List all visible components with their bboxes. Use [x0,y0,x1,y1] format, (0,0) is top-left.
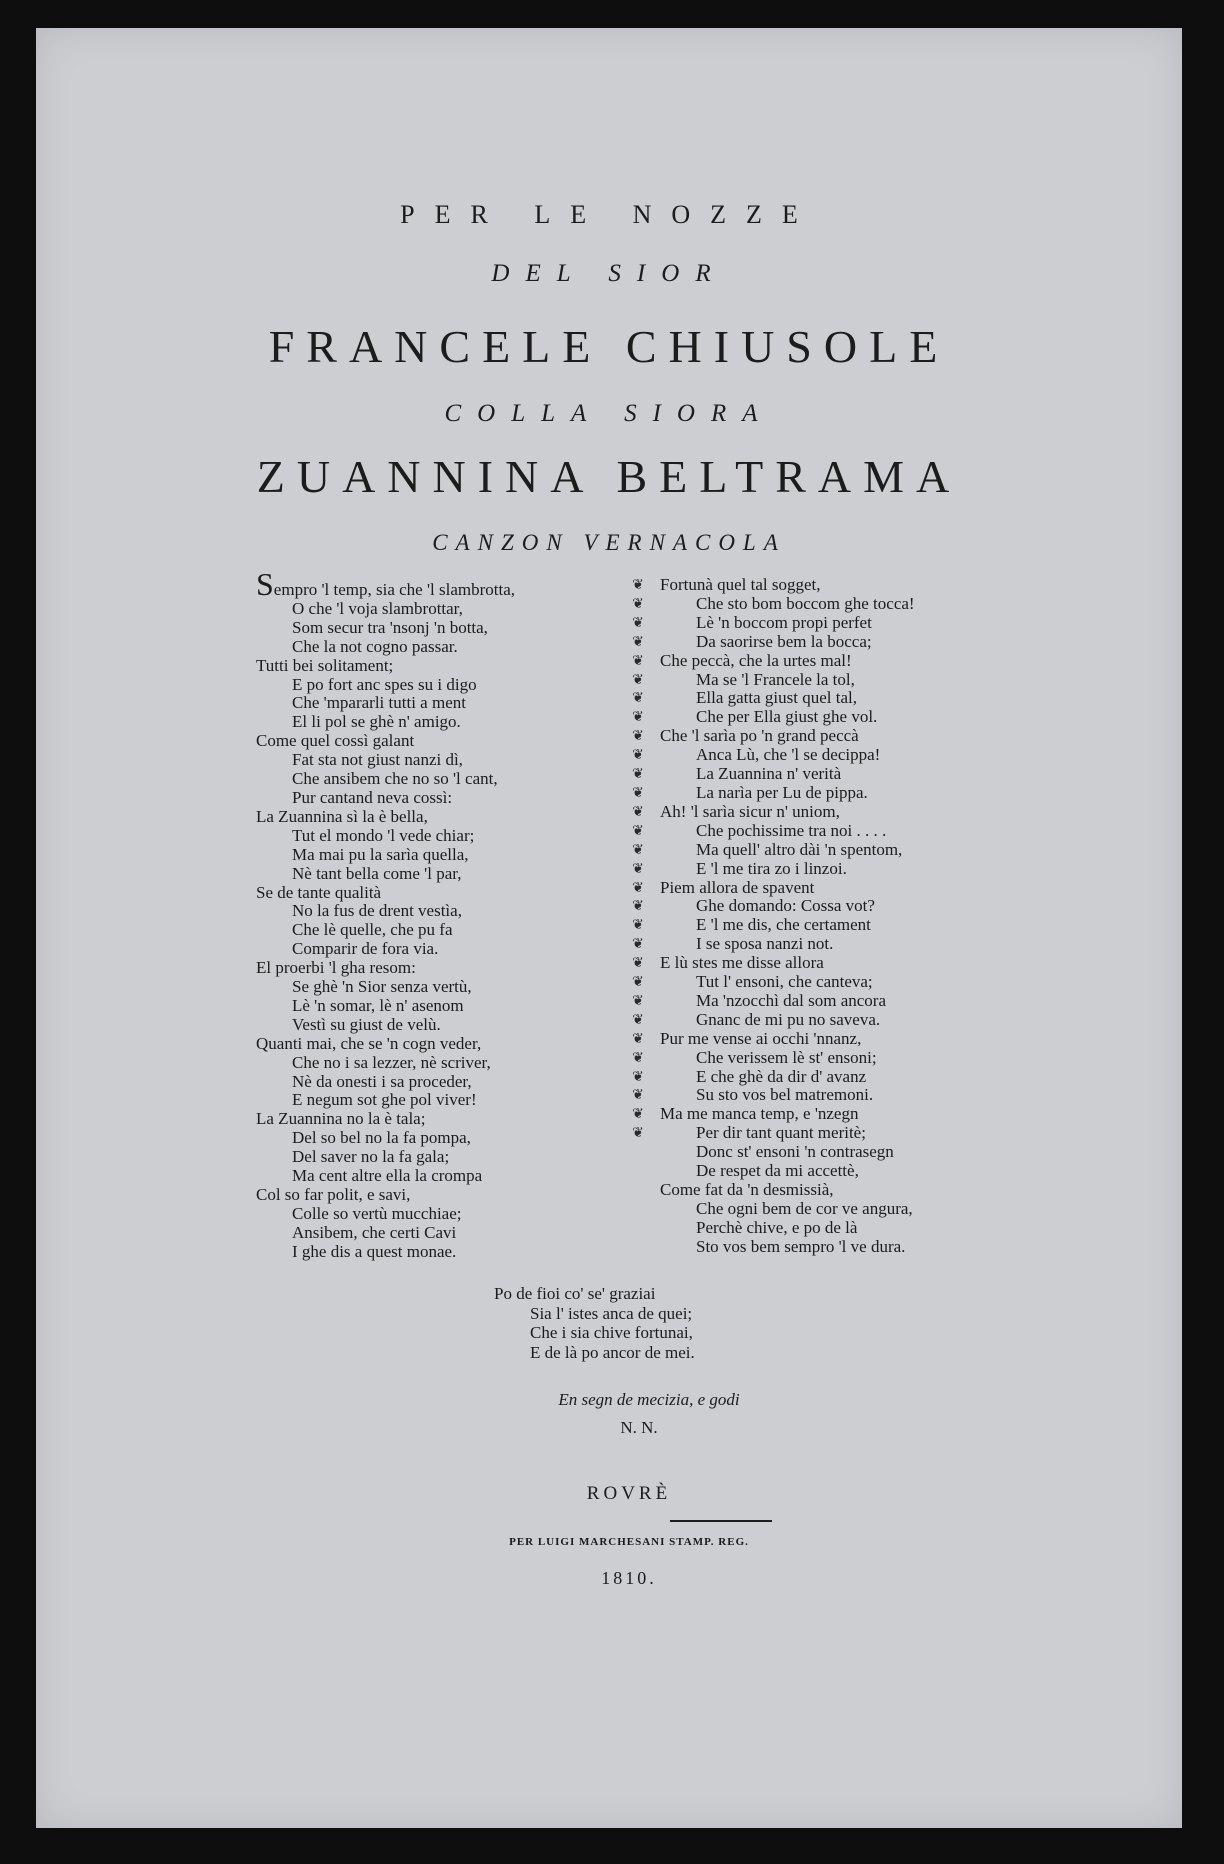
fleuron-ornament: ❦ [632,879,644,896]
verse-line: Perchè chive, e po de là [696,1217,858,1237]
fleuron-ornament: ❦ [632,1125,644,1142]
verse-line: Tutti bei solitament; [256,655,394,675]
verse-line: Sto vos bem sempro 'l ve dura. [696,1236,906,1256]
fleuron-ornament: ❦ [632,1068,644,1085]
fleuron-ornament: ❦ [632,614,644,631]
verse-line: Pur me vense ai occhi 'nnanz, [660,1028,862,1048]
verse-line: Ella gatta giust quel tal, [696,688,857,708]
fleuron-ornament: ❦ [632,728,644,745]
verse-line: Ma quell' altro dài 'n spentom, [696,839,903,859]
fleuron-ornament: ❦ [632,860,644,877]
broadside-sheet [36,28,1182,1828]
fleuron-ornament: ❦ [632,1011,644,1028]
fleuron-ornament: ❦ [632,898,644,915]
fleuron-ornament: ❦ [632,841,644,858]
fleuron-ornament: ❦ [632,690,644,707]
verse-line: E che ghè da dir d' avanz [696,1066,867,1086]
fleuron-ornament: ❦ [632,595,644,612]
verse-line: E 'l me dis, che certament [696,915,871,935]
verse-line: Nè tant bella come 'l par, [292,863,462,883]
verse-line: Pur cantand neva cossì: [292,787,453,807]
verse-line: La narìa per Lu de pippa. [696,782,868,802]
verse-line: Che peccà, che la urtes mal! [660,650,852,670]
verse-line: Che ansibem che no so 'l cant, [292,769,498,789]
verse-line: Se de tante qualità [256,882,382,902]
verse-line: E 'l me tira zo i linzoi. [696,858,847,878]
verse-line: Anca Lù, che 'l se decippa! [696,745,881,765]
verse-line: Che i sia chive fortunai, [530,1323,693,1342]
fleuron-ornament: ❦ [632,992,644,1009]
verse-line: Che 'l sarìa po 'n grand peccà [660,726,859,746]
verse-line: Donc st' ensoni 'n contrasegn [696,1142,894,1162]
imprint-rule [670,1520,772,1522]
verse-line: E po fort anc spes su i digo [292,674,477,694]
verse-line: Piem allora de spavent [660,877,815,897]
verse-line: Ma 'nzocchì dal som ancora [696,990,886,1010]
verse-line: Col so far polit, e savi, [256,1185,411,1204]
verse-line: Fortunà quel tal sogget, [660,575,821,594]
verse-line: Da saorirse bem la bocca; [696,631,872,651]
fleuron-ornament: ❦ [632,784,644,801]
poem-closing-stanza [494,1284,854,1362]
verse-line: Che lè quelle, che pu fa [292,920,453,940]
fleuron-ornament: ❦ [632,671,644,688]
title-per-le-nozze: PER LE NOZZE [400,200,818,229]
verse-text: empro 'l temp, sia che 'l slambrotta, [273,580,516,599]
verse-line: E negum sot ghe pol viver! [292,1090,477,1110]
verse-line: Del saver no la fa gala; [292,1147,450,1167]
verse-line: Che 'mpararli tutti a ment [292,693,466,713]
verse-line: Quanti mai, che se 'n cogn veder, [256,1033,482,1053]
verse-line: Come quel cossì galant [256,731,415,751]
verse-line: Che verissem lè st' ensoni; [696,1047,877,1067]
verse-line: Ma cent altre ella la crompa [292,1166,483,1186]
poem-left-column [256,566,656,1262]
poem-right-column [660,576,1070,1257]
title-del-sior: DEL SIOR [491,260,727,287]
bride-name: ZUANNINA BELTRAMA [256,451,962,502]
verse-line: Fat sta not giust nanzi dì, [292,750,463,770]
dedication-line: En segn de mecizia, e godi [558,1390,740,1409]
verse-line: Che no i sa lezzer, nè scriver, [292,1052,491,1072]
imprint-printer: PER LUIGI MARCHESANI STAMP. REG. [509,1536,749,1548]
verse-line: Som secur tra 'nsonj 'n botta, [292,617,488,637]
verse-line: La Zuannina n' verità [696,764,842,784]
verse-line: Nè da onesti i sa proceder, [292,1071,472,1091]
fleuron-ornament: ❦ [632,803,644,820]
verse-line: Colle so vertù mucchiae; [292,1203,462,1223]
verse-line: Ah! 'l sarìa sicur n' uniom, [660,801,840,821]
drop-cap: S [256,566,274,602]
verse-line: I se sposa nanzi not. [696,934,834,954]
title-colla-siora: COLLA SIORA [444,400,774,427]
fleuron-ornament: ❦ [632,955,644,972]
verse-line: Del so bel no la fa pompa, [292,1128,471,1148]
fleuron-ornament: ❦ [632,709,644,726]
fleuron-ornament: ❦ [632,822,644,839]
verse-line: Che la not cogno passar. [292,636,458,656]
imprint-year: 1810. [601,1568,657,1588]
verse-line: Che sto bom boccom ghe tocca! [696,593,915,613]
groom-name: FRANCELE CHIUSOLE [268,321,950,372]
verse-line: Po de fioi co' se' graziai [494,1284,656,1303]
verse-line: De respet da mi accettè, [696,1161,859,1181]
verse-line: Comparir de fora via. [292,939,439,959]
verse-line: Sia l' istes anca de quei; [530,1303,693,1323]
fleuron-ornament: ❦ [632,974,644,991]
verse-line: I ghe dis a quest monae. [292,1241,457,1261]
fleuron-ornament: ❦ [632,766,644,783]
fleuron-ornament: ❦ [632,652,644,669]
verse-line: E lù stes me disse allora [660,953,824,973]
verse-line: O che 'l voja slambrottar, [292,598,463,618]
verse-line: Ghe domando: Cossa vot? [696,896,875,916]
verse-line: E de là po ancor de mei. [530,1342,695,1362]
fleuron-ornament: ❦ [632,1049,644,1066]
verse-line: Lè 'n somar, lè n' asenom [292,995,464,1015]
imprint-place: ROVRÈ [586,1483,672,1504]
fleuron-ornament: ❦ [632,633,644,650]
verse-line: Gnanc de mi pu no saveva. [696,1009,881,1029]
verse-line: Ansibem, che certi Cavi [292,1222,457,1242]
verse-line: Che per Ella giust ghe vol. [696,707,878,727]
verse-line: Tut el mondo 'l vede chiar; [292,825,475,845]
verse-line: El proerbi 'l gha resom: [256,958,416,978]
verse-line: Tut l' ensoni, che canteva; [696,972,873,992]
fleuron-ornament: ❦ [632,936,644,953]
verse-line: Per dir tant quant meritè; [696,1123,866,1143]
verse-line: Ma se 'l Francele la tol, [696,669,855,689]
fleuron-ornament: ❦ [632,577,644,593]
fleuron-ornament: ❦ [632,917,644,934]
verse-line: Ma me manca temp, e 'nzegn [660,1104,859,1124]
verse-first-line [256,566,656,602]
verse-line: Su sto vos bel matremoni. [696,1085,874,1105]
verse-line: No la fus de drent vestìa, [292,901,462,921]
verse-line: Ma mai pu la sarìa quella, [292,844,469,864]
poem-genre: CANZON VERNACOLA [432,530,786,555]
verse-line: Che ogni bem de cor ve angura, [696,1198,913,1218]
fleuron-ornament: ❦ [632,1087,644,1104]
fleuron-ornament: ❦ [632,1106,644,1123]
verse-line: Lè 'n boccom propi perfet [696,612,872,632]
vertical-ornament-divider [626,576,650,1143]
verse-line: Vestì su giust de velù. [292,1014,441,1034]
verse-line: La Zuannina sì la è bella, [256,806,428,826]
verse-line: La Zuannina no la è tala; [256,1109,426,1129]
author-initials: N. N. [620,1418,658,1437]
verse-line: El li pol se ghè n' amigo. [292,712,461,732]
fleuron-ornament: ❦ [632,1030,644,1047]
verse-line: Come fat da 'n desmissià, [660,1180,834,1199]
verse-line: Se ghè 'n Sior senza vertù, [292,977,472,997]
fleuron-ornament: ❦ [632,747,644,764]
verse-line: Che pochissime tra noi . . . . [696,820,887,840]
